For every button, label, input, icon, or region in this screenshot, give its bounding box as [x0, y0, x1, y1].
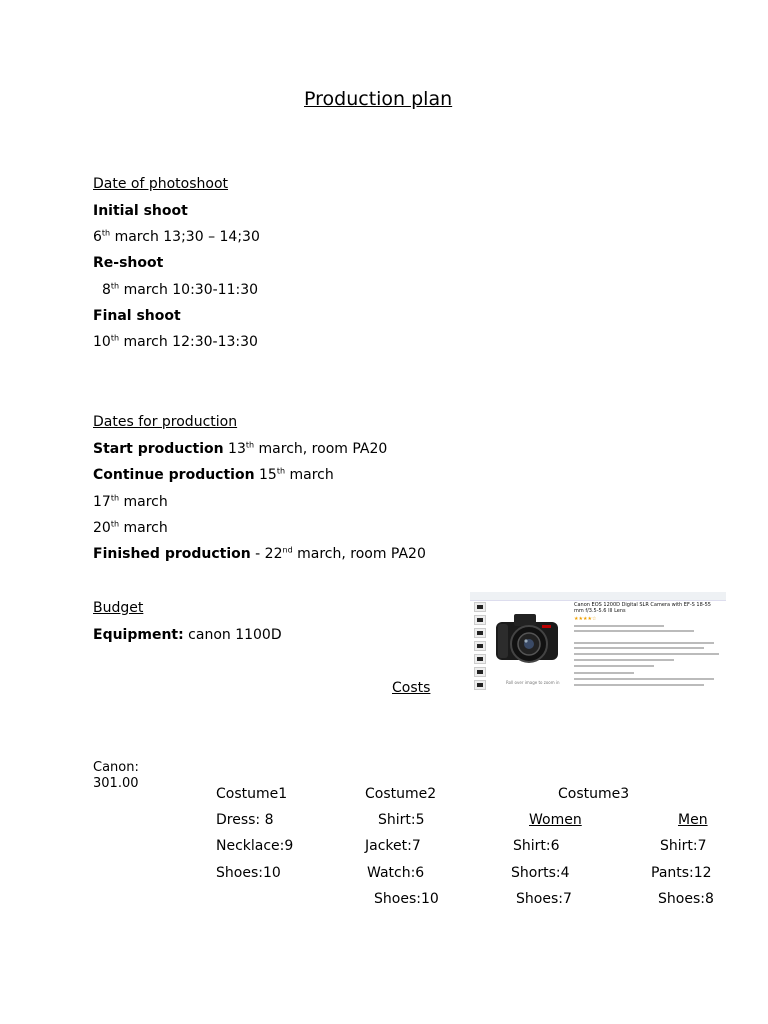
costume2-item: Shoes:10: [374, 891, 439, 907]
reshoot-label: Re-shoot: [93, 255, 164, 271]
product-page-bar: [470, 592, 726, 601]
costume3-men-header: Men: [678, 812, 708, 828]
text-line: [574, 678, 714, 680]
final-shoot-date: 10th march 12:30-13:30: [93, 333, 258, 350]
product-title: Canon EOS 1200D Digital SLR Camera with EF-S 18-55 mm f/3.5-5.6 III Lens: [574, 602, 711, 614]
thumbnail-icon: [474, 628, 486, 638]
equipment-line: Equipment: canon 1100D: [93, 627, 282, 643]
rating-stars: ★★★★☆: [574, 616, 597, 622]
costume1-item: Dress: 8: [216, 812, 274, 828]
canon-label: Canon:: [93, 760, 139, 775]
budget-heading: Budget: [93, 600, 144, 616]
costume3-women-item: Shorts:4: [511, 865, 570, 881]
thumbnail-icon: [474, 641, 486, 651]
thumbnail-icon: [474, 615, 486, 625]
text-line: [574, 665, 654, 667]
costume3-header: Costume3: [558, 786, 630, 802]
costume3-men-item: Pants:12: [651, 865, 712, 881]
costume2-item: Shirt:5: [378, 812, 425, 828]
page-title: Production plan: [304, 88, 453, 110]
thumbnail-icon: [474, 654, 486, 664]
text-line: [574, 659, 674, 661]
text-line: [574, 653, 719, 655]
photoshoot-heading: Date of photoshoot: [93, 176, 229, 192]
costume3-men-item: Shoes:8: [658, 891, 714, 907]
costs-heading: Costs: [392, 680, 431, 696]
text-line: [574, 647, 704, 649]
canon-value: 301.00: [93, 776, 139, 791]
costume2-item: Watch:6: [367, 865, 425, 881]
camera-icon: [492, 608, 562, 670]
initial-shoot-date: 6th march 13;30 – 14;30: [93, 228, 260, 245]
continue-production: Continue production 15th march: [93, 466, 334, 483]
costume2-item: Jacket:7: [365, 838, 421, 854]
thumbnail-icon: [474, 680, 486, 690]
costume1-item: Necklace:9: [216, 838, 294, 854]
finished-production: Finished production - 22nd march, room PA20: [93, 545, 426, 562]
production-heading: Dates for production: [93, 414, 238, 430]
text-line: [574, 630, 694, 632]
production-date-17: 17th march: [93, 493, 168, 510]
production-date-20: 20th march: [93, 519, 168, 536]
costume3-women-item: Shoes:7: [516, 891, 572, 907]
initial-shoot-label: Initial shoot: [93, 203, 188, 219]
text-line: [574, 625, 664, 627]
costume3-women-header: Women: [529, 812, 582, 828]
costume2-header: Costume2: [365, 786, 437, 802]
text-line: [574, 672, 634, 674]
costume1-header: Costume1: [216, 786, 288, 802]
text-line: [574, 684, 704, 686]
costume3-women-item: Shirt:6: [513, 838, 560, 854]
reshoot-date: 8th march 10:30-11:30: [102, 281, 259, 298]
start-production: Start production 13th march, room PA20: [93, 440, 388, 457]
text-line: [574, 642, 714, 644]
final-shoot-label: Final shoot: [93, 308, 181, 324]
image-caption: Roll over image to zoom in: [506, 680, 560, 685]
thumbnail-icon: [474, 667, 486, 677]
costume3-men-item: Shirt:7: [660, 838, 707, 854]
costume1-item: Shoes:10: [216, 865, 281, 881]
thumbnail-icon: [474, 602, 486, 612]
camera-product-screenshot: [470, 592, 726, 698]
